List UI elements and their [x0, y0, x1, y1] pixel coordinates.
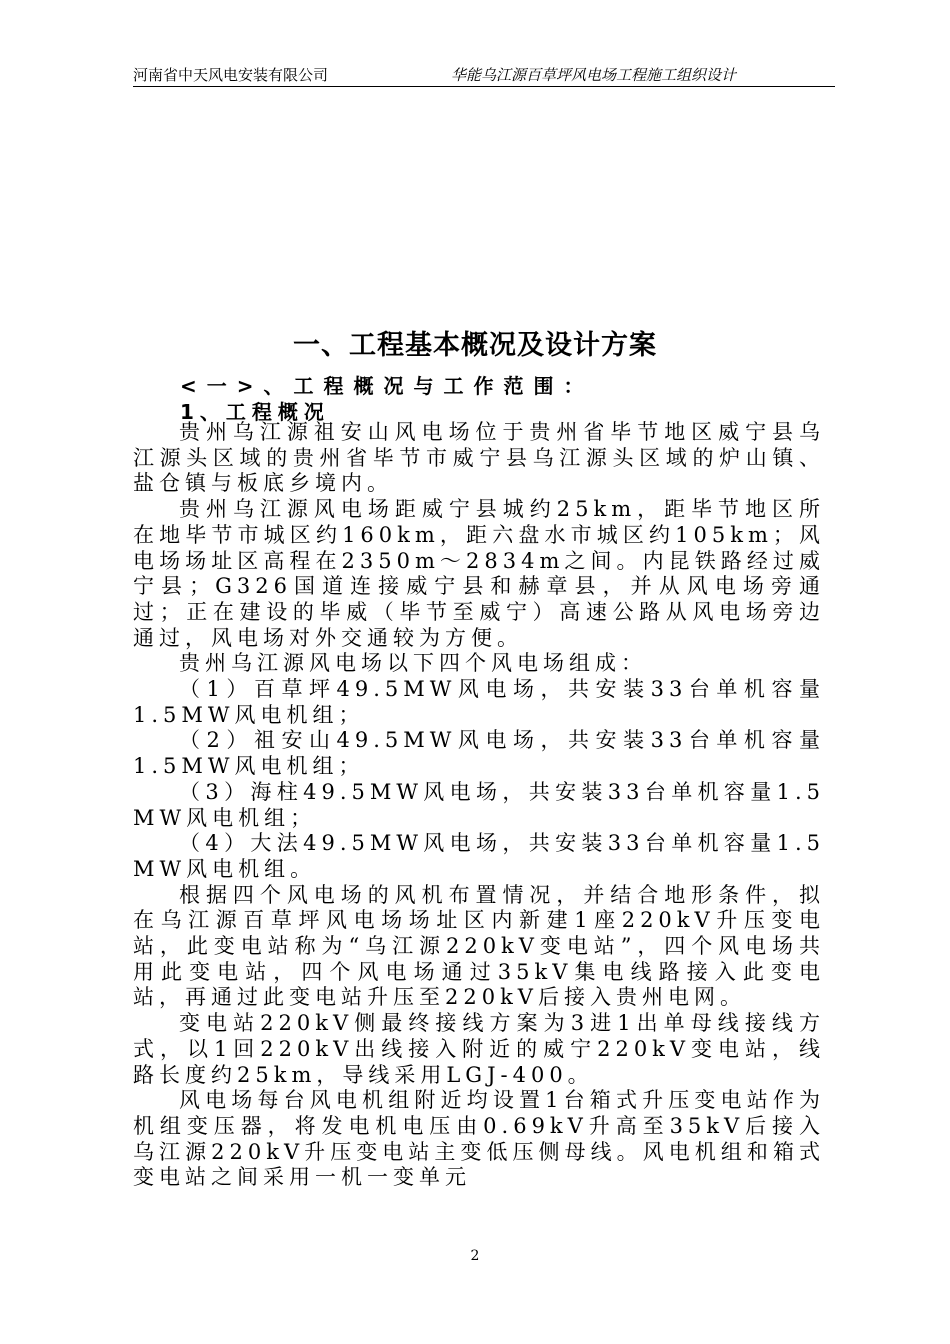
paragraph: （3）海柱49.5MW风电场，共安装33台单机容量1.5MW风电机组； — [133, 779, 825, 830]
paragraph: 贵州乌江源风电场以下四个风电场组成： — [179, 651, 647, 676]
paragraph: 贵州乌江源祖安山风电场位于贵州省毕节地区威宁县乌江源头区域的贵州省毕节市威宁县乌江源头区域的炉山镇、盐仓镇与板底乡境内。 — [133, 420, 825, 496]
paragraph: 变电站220kV侧最终接线方案为3进1出单母线接线方式，以1回220kV出线接入附近的威宁220kV变电站，线路长度约25km，导线采用LGJ-400。 — [133, 1011, 825, 1087]
page-header — [133, 62, 835, 87]
paragraph: 根据四个风电场的风机布置情况，并结合地形条件，拟在乌江源百草坪风电场场址区内新建1座220kV升压变电站，此变电站称为“乌江源220kV变电站”，四个风电场共用此变电站，四个风电场通过35kV集电线路接入此变电站，再通过此变电站升压至220kV后接入贵州电网。 — [133, 882, 825, 1010]
page-number: 2 — [470, 1248, 480, 1264]
body-text — [133, 420, 825, 1191]
section-title: 一、工程基本概况及设计方案 — [293, 330, 657, 361]
subsection-title: <一>、工程概况与工作范围： — [180, 374, 594, 398]
header-document-title: 华能乌江源百草坪风电场工程施工组织设计 — [451, 66, 737, 84]
paragraph: （2）祖安山49.5MW风电场，共安装33台单机容量1.5MW风电机组； — [133, 728, 825, 779]
paragraph: （1）百草坪49.5MW风电场，共安装33台单机容量1.5MW风电机组； — [133, 677, 825, 727]
paragraph: （4）大法49.5MW风电场，共安装33台单机容量1.5MW风电机组。 — [133, 831, 825, 881]
item-title: 1、工程概况 — [180, 400, 330, 424]
paragraph: 风电场每台风电机组附近均设置1台箱式升压变电站作为机组变压器，将发电机电压由0.69kV升高至35kV后接入乌江源220kV升压变电站主变低压侧母线。风电机组和箱式变电站之间采用一机一变单元 — [133, 1088, 825, 1190]
header-company: 河南省中天风电安装有限公司 — [133, 66, 329, 84]
paragraph: 贵州乌江源风电场距威宁县城约25km，距毕节地区所在地毕节市城区约160km，距六盘水市城区约105km；风电场场址区高程在2350m～2834m之间。内昆铁路经过威宁县；G326国道连接威宁县和赫章县，并从风电场旁通过；正在建设的毕威（毕节至威宁）高速公路从风电场旁边通过，风电场对外交通较为方便。 — [133, 497, 825, 650]
